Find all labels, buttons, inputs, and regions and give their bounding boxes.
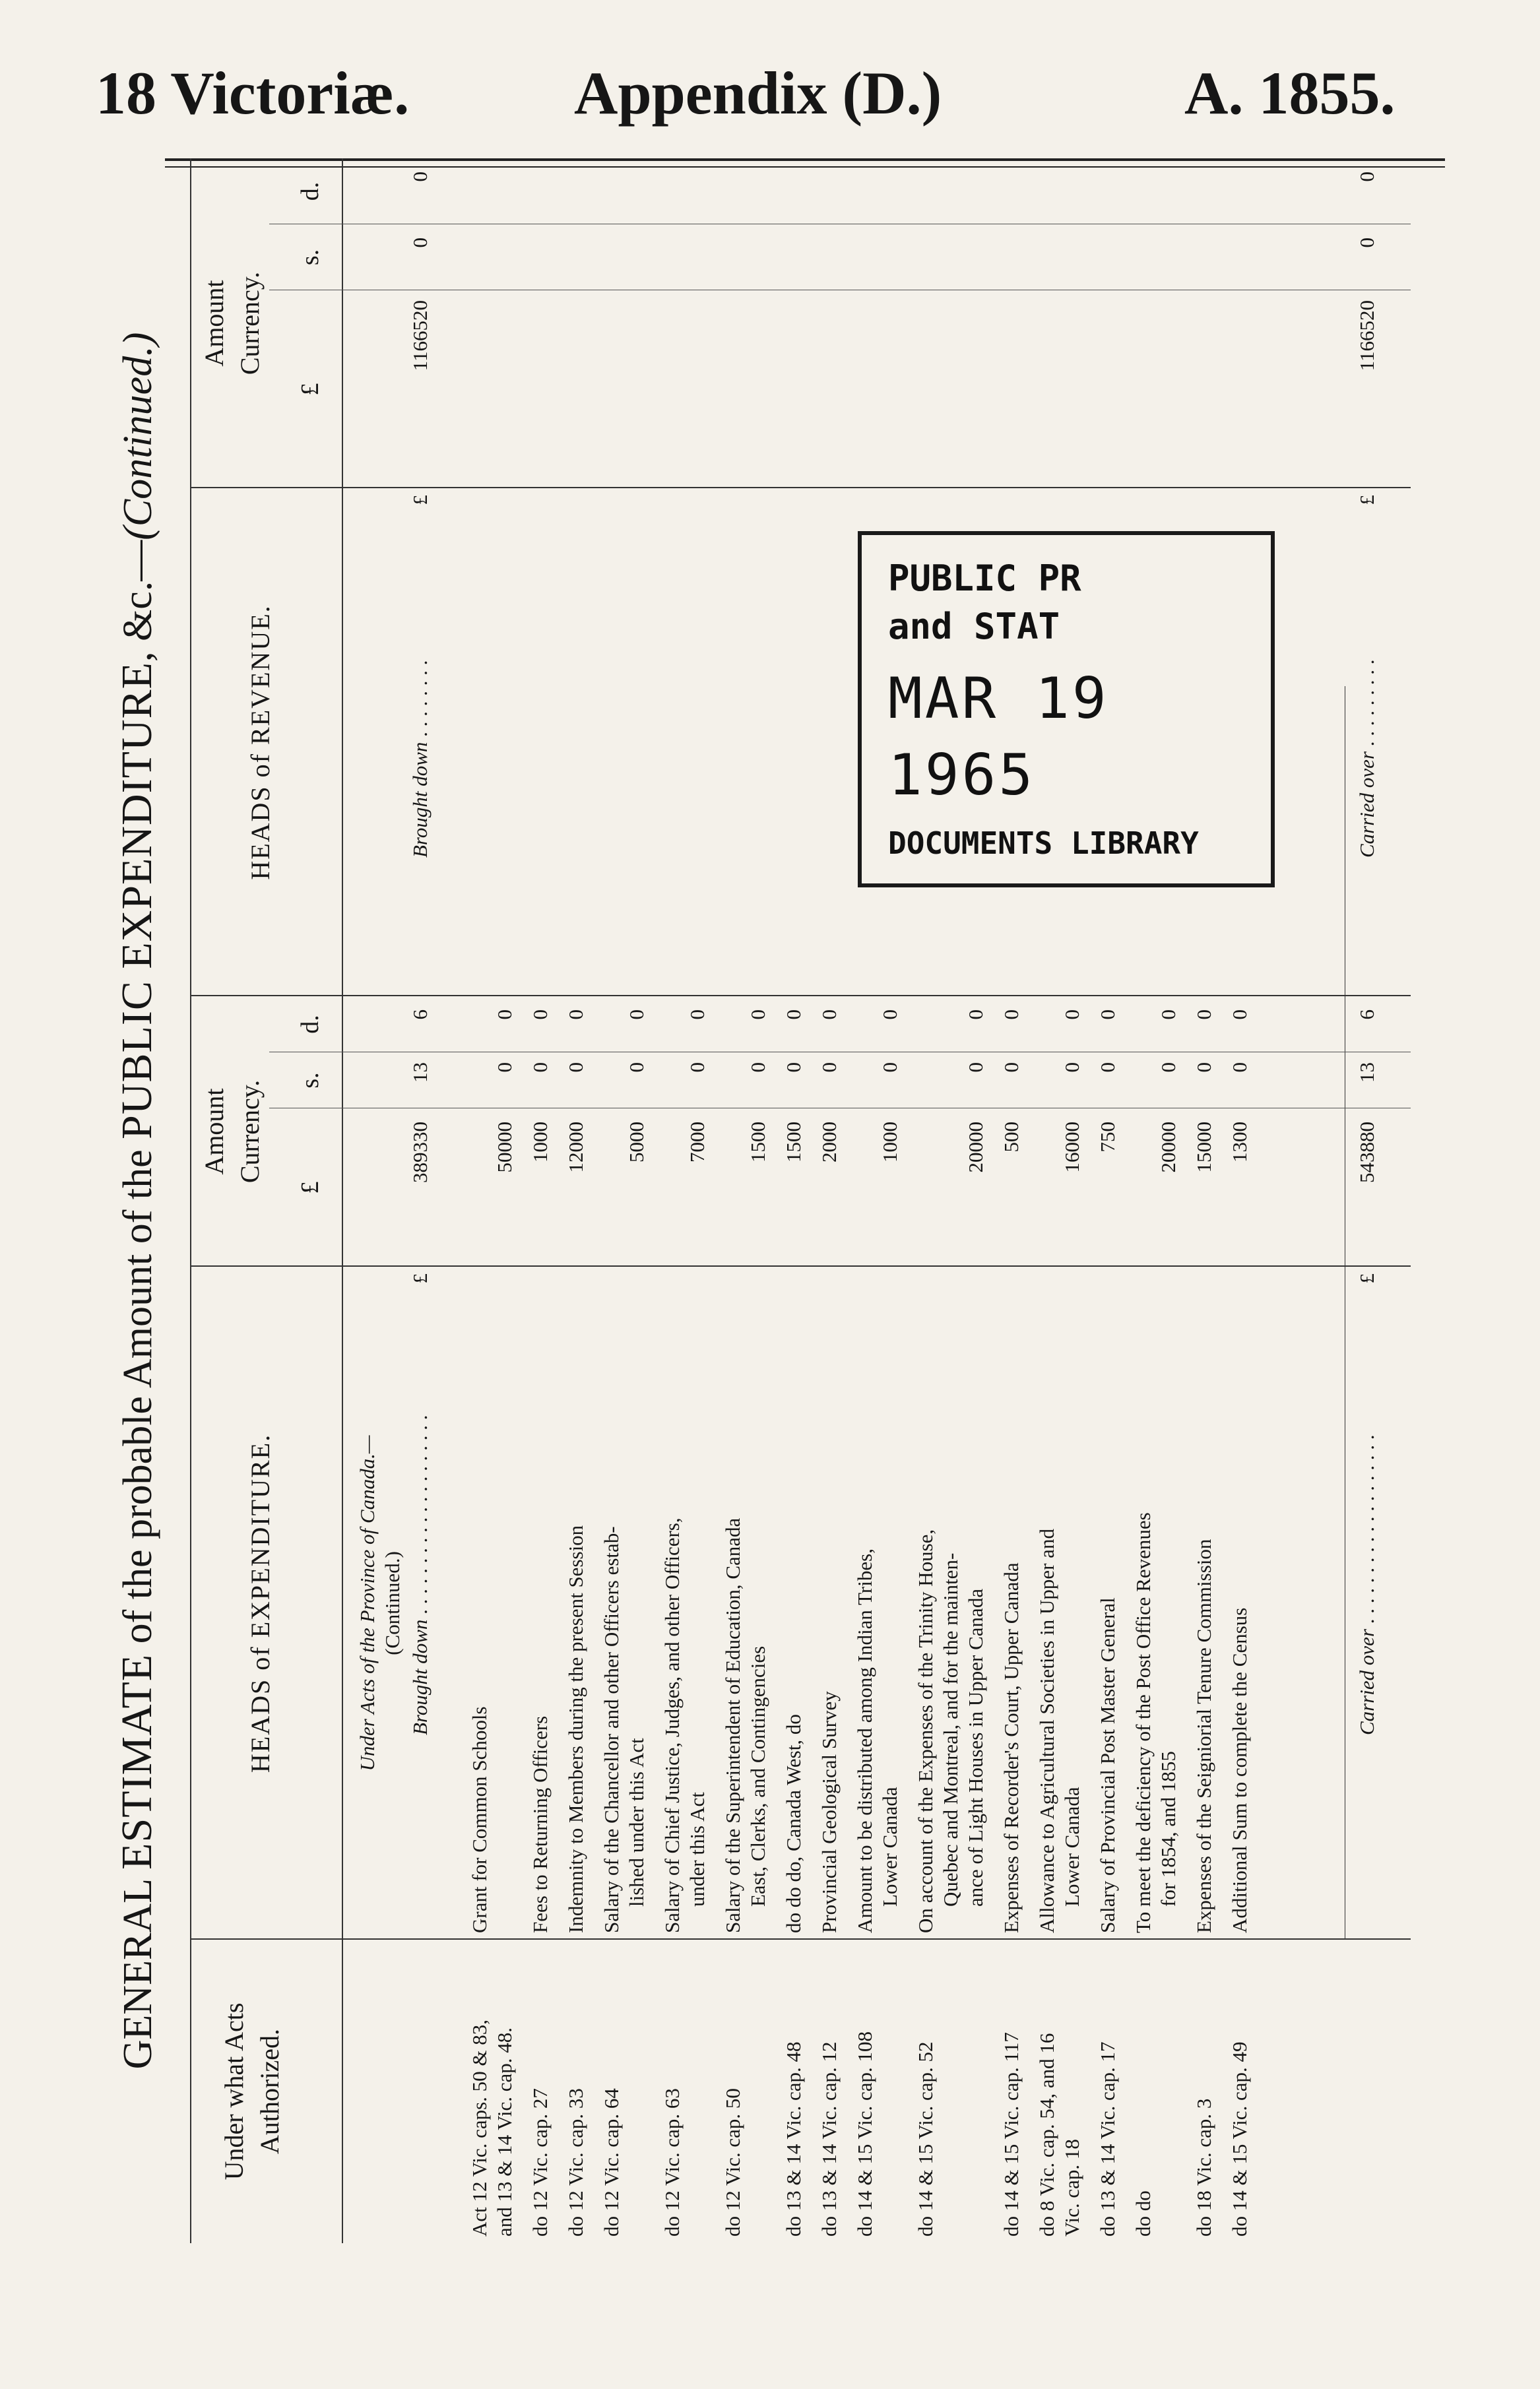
revenue-pence-header: d. [296,181,324,201]
row-amount-s: 0 [818,1062,841,1073]
revenue-brought-down-shillings: 0 [408,238,432,248]
col-rule-acts [190,1938,1411,1940]
row-act-authority [528,1946,553,2237]
row-amount-s: 0 [878,1062,901,1073]
row-amount-pounds: 1500 [782,1122,805,1163]
row-expenditure-head [1192,1273,1217,1933]
row-act-authority [852,1946,878,2237]
row-amount-d: 0 [1192,1009,1215,1020]
row-amount-pounds: 15000 [1192,1122,1215,1173]
row-amount-pounds: 7000 [686,1122,709,1163]
expenditure-line: Allowance to Agricultural Societies in Upper and [1035,1529,1058,1933]
act-line: and 13 & 14 Vic. cap. 48. [493,2027,516,2237]
row-act-authority [563,1946,589,2237]
row-expenditure-head [721,1273,771,1933]
expenditure-line: Salary of Chief Justice, Judges, and other Officers, [660,1517,684,1933]
brought-down-row: Brought down . . . . . . . . . . . . . . . . . . . . £ [408,1273,432,1735]
revenue-header: HEADS of REVENUE. [245,604,275,880]
row-amount-d: 0 [782,1009,805,1020]
row-amount-d: 0 [493,1009,516,1020]
act-line: do do [1132,2190,1155,2237]
table-title: GENERAL ESTIMATE of the probable Amount of the PUBLIC EXPENDITURE, &c.—(Continued.) [113,332,161,2070]
row-expenditure-head [1095,1273,1120,1933]
row-expenditure-head [1227,1273,1252,1933]
row-amount-s: 0 [625,1062,648,1073]
revenue-brought-down: Brought down . . . . . . . . £ [408,495,432,858]
row-amount-d: 0 [746,1009,769,1020]
expenditure-line: On account of the Expenses of the Trinity House, [914,1529,937,1933]
carried-over-pounds: 543880 [1355,1122,1378,1183]
row-amount-s: 0 [1096,1062,1119,1073]
row-amount-s: 0 [1000,1062,1023,1073]
act-line: Vic. cap. 18 [1060,2139,1083,2237]
carried-over-row: Carried over . . . . . . . . . . . . . . . . . . . £ [1355,1273,1378,1735]
act-line: do 12 Vic. cap. 50 [721,2088,744,2237]
row-act-authority [781,1946,806,2237]
act-line: do 14 & 15 Vic. cap. 49 [1228,2041,1251,2237]
acts-header: Under what Acts Authorized. [219,2002,284,2181]
revenue-pounds-header: £ [296,383,324,396]
year-header: A. 1855. [1184,59,1396,127]
row-amount-s: 0 [1060,1062,1083,1073]
act-line: do 13 & 14 Vic. cap. 48 [782,2041,805,2237]
act-line: do 12 Vic. cap. 27 [529,2088,552,2237]
act-line: do 12 Vic. cap. 64 [600,2088,623,2237]
row-amount-s: 0 [1192,1062,1215,1073]
row-expenditure-head [467,1273,492,1933]
row-act-authority [999,1946,1024,2237]
revenue-amount-header: Amount Currency. [199,271,265,375]
row-amount-s: 0 [964,1062,987,1073]
header-rule-top [190,158,191,2243]
row-amount-d: 0 [1157,1009,1180,1020]
row-expenditure-head [999,1273,1024,1933]
row-amount-pounds: 1300 [1228,1122,1251,1163]
row-amount-d: 0 [964,1009,987,1020]
revenue-carried-over: Carried over . . . . . . . . . £ [1355,495,1378,858]
row-expenditure-head [660,1273,710,1933]
row-expenditure-head [1131,1273,1181,1933]
row-act-authority [817,1946,842,2237]
pence-header: d. [296,1015,324,1034]
expenditure-line: East, Clerks, and Contingencies [746,1645,769,1907]
revenue-carried-over-shillings: 0 [1355,238,1378,248]
expenditure-line: Additional Sum to complete the Census [1228,1607,1251,1933]
row-amount-s: 0 [1228,1062,1251,1073]
expenditure-line: Quebec and Montreal, and for the mainten- [939,1552,962,1907]
row-amount-pounds: 750 [1096,1122,1119,1153]
row-amount-d: 0 [625,1009,648,1020]
row-amount-s: 0 [782,1062,805,1073]
row-act-authority [599,1946,624,2237]
rotated-estimate-table [91,158,1411,2243]
brought-down-shillings: 13 [408,1062,432,1083]
expenditure-line: lished under this Act [625,1738,648,1907]
row-expenditure-head [781,1273,806,1933]
act-line: Act 12 Vic. caps. 50 & 83, [468,2019,491,2237]
row-amount-s: 0 [1157,1062,1180,1073]
appendix-header: Appendix (D.) [574,59,942,127]
expenditure-line: ance of Light Houses in Upper Canada [964,1588,987,1907]
expenditure-line: for 1854, and 1855 [1157,1751,1180,1907]
amount-header: Amount Currency. [199,1079,265,1184]
row-act-authority [721,1946,746,2237]
row-amount-d: 0 [1096,1009,1119,1020]
brought-down-pounds: 389330 [408,1122,432,1183]
row-amount-pounds: 1000 [529,1122,552,1163]
revenue-brought-down-pence: 0 [408,172,432,182]
act-line: do 14 & 15 Vic. cap. 52 [914,2041,937,2237]
row-amount-d: 0 [1060,1009,1083,1020]
act-line: do 14 & 15 Vic. cap. 108 [853,2031,876,2237]
row-amount-s: 0 [746,1062,769,1073]
row-expenditure-head [599,1273,649,1933]
row-act-authority [1131,1946,1156,2237]
row-act-authority [1227,1946,1252,2237]
library-received-stamp: PUBLIC PR and STAT MAR 19 1965 DOCUMENTS LIBRARY [858,531,1275,887]
expenditure-line: Salary of Provincial Post Master General [1096,1597,1119,1933]
act-line: do 13 & 14 Vic. cap. 12 [818,2041,841,2237]
row-amount-d: 0 [686,1009,709,1020]
row-expenditure-head [528,1273,553,1933]
row-amount-pounds: 12000 [564,1122,587,1173]
expenditure-line: under this Act [686,1792,709,1907]
row-amount-pounds: 5000 [625,1122,648,1163]
row-amount-pounds: 500 [1000,1122,1023,1153]
expenditure-line: Amount to be distributed among Indian Tribes, [853,1548,876,1933]
col-rule-amount [190,995,1411,996]
revenue-carried-over-pounds: 1166520 [1355,300,1378,371]
carried-over-pence: 6 [1355,1009,1378,1020]
revenue-carried-over-pence: 0 [1355,172,1378,182]
row-amount-d: 0 [564,1009,587,1020]
expenditure-line: Salary of the Chancellor and other Officers estab- [600,1526,623,1933]
session-header: 18 Victoriæ. [96,59,410,127]
row-amount-d: 0 [529,1009,552,1020]
row-amount-s: 0 [493,1062,516,1073]
row-amount-pounds: 16000 [1060,1122,1083,1173]
pounds-header: £ [296,1181,324,1194]
row-act-authority [1192,1946,1217,2237]
row-expenditure-head [1035,1273,1085,1933]
row-act-authority [1095,1946,1120,2237]
act-line: do 18 Vic. cap. 3 [1192,2098,1215,2237]
act-line: do 13 & 14 Vic. cap. 17 [1096,2041,1119,2237]
row-act-authority [913,1946,938,2237]
row-expenditure-head [817,1273,842,1933]
revenue-brought-down-pounds: 1166520 [408,300,432,371]
shillings-header: s. [296,1072,324,1089]
row-expenditure-head [852,1273,903,1933]
act-line: do 8 Vic. cap. 54, and 16 [1035,2033,1058,2237]
row-expenditure-head [913,1273,988,1933]
row-act-authority [467,1946,517,2237]
col-rule-revenue [190,487,1411,488]
header-rule-bottom [342,158,343,2243]
row-expenditure-head [563,1273,589,1933]
revenue-shillings-header: s. [296,249,324,266]
expenditure-line: Expenses of the Seigniorial Tenure Commission [1192,1539,1215,1933]
row-amount-d: 0 [878,1009,901,1020]
expenditure-line: Salary of the Superintendent of Education, Canada [721,1517,744,1933]
row-amount-pounds: 20000 [964,1122,987,1173]
expenditure-line: Indemnity to Members during the present Session [564,1525,587,1933]
row-amount-pounds: 20000 [1157,1122,1180,1173]
row-amount-s: 0 [529,1062,552,1073]
row-amount-d: 0 [818,1009,841,1020]
carried-over-shillings: 13 [1355,1062,1378,1083]
row-amount-pounds: 1500 [746,1122,769,1163]
expenditure-line: Fees to Returning Officers [529,1715,552,1933]
row-amount-pounds: 2000 [818,1122,841,1163]
row-act-authority [660,1946,685,2237]
expenditure-line: Provincial Geological Survey [818,1691,841,1933]
row-act-authority [1035,1946,1085,2237]
act-line: do 14 & 15 Vic. cap. 117 [1000,2032,1023,2237]
expenditure-line: Lower Canada [1060,1787,1083,1907]
act-line: do 12 Vic. cap. 63 [660,2088,684,2237]
expenditure-line: Grant for Common Schools [468,1706,491,1933]
row-amount-d: 0 [1000,1009,1023,1020]
row-amount-s: 0 [564,1062,587,1073]
expenditure-line: To meet the deficiency of the Post Office Revenues [1132,1512,1155,1933]
expenditure-header: HEADS of EXPENDITURE. [245,1433,275,1773]
section-heading: Under Acts of the Province of Canada.— (Continued.) [356,1435,404,1771]
row-amount-pounds: 50000 [493,1122,516,1173]
row-amount-pounds: 1000 [878,1122,901,1163]
row-amount-s: 0 [686,1062,709,1073]
expenditure-line: Lower Canada [878,1787,901,1907]
expenditure-line: do do do, Canada West, do [782,1714,805,1933]
expenditure-table [190,158,1411,2243]
expenditure-line: Expenses of Recorder's Court, Upper Canada [1000,1562,1023,1933]
act-line: do 12 Vic. cap. 33 [564,2088,587,2237]
row-amount-d: 0 [1228,1009,1251,1020]
brought-down-pence: 6 [408,1009,432,1020]
